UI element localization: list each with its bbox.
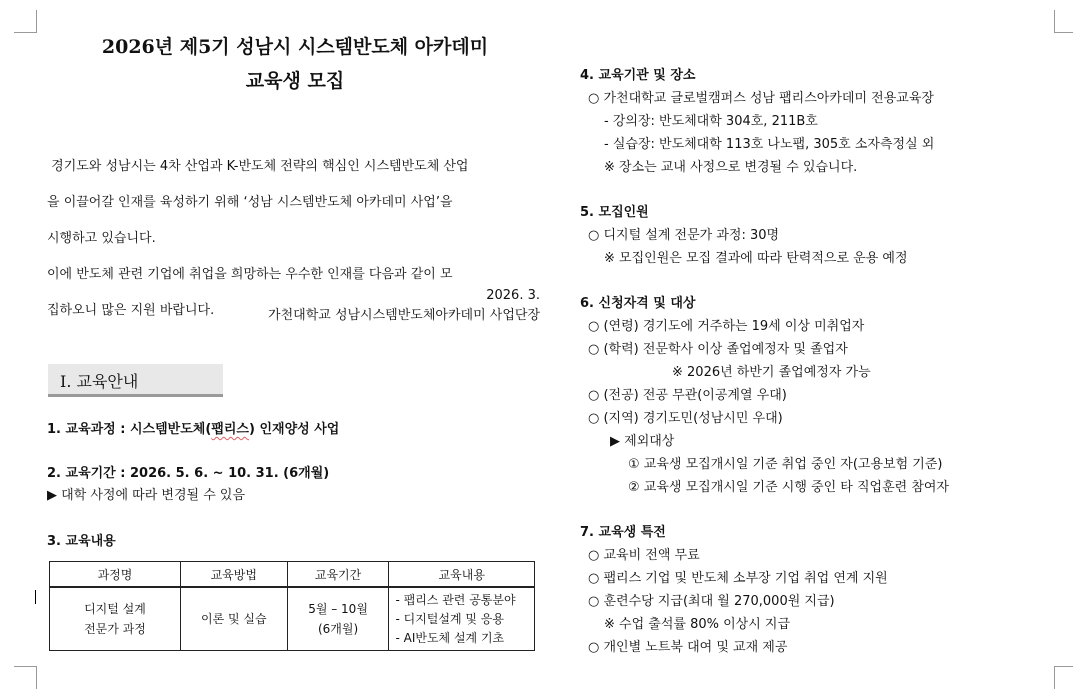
list-item: ▶ 제외대상 — [610, 434, 675, 449]
title-line-1: 2026년 제5기 성남시 시스템반도체 아카데미 — [101, 36, 489, 58]
table-header: 교육기간 — [287, 562, 389, 588]
crop-mark-top-right — [1054, 10, 1073, 33]
list-item: ○ (전공) 전공 무관(이공계열 우대) — [588, 388, 787, 403]
cell-text: 5월 – 10월 — [308, 602, 368, 616]
intro-line: 을 이끌어갈 인재를 육성하기 위해 ‘성남 시스템반도체 아카데미 사업’을 — [47, 195, 453, 210]
period-note: ▶ 대학 사정에 따라 변경될 수 있음 — [47, 488, 246, 503]
section-heading: 4. 교육기관 및 장소 — [580, 68, 696, 83]
table-cell-method: 이론 및 실습 — [180, 587, 287, 651]
intro-line: 이에 반도체 관련 기업에 취업을 희망하는 우수한 인재를 다음과 같이 모 — [47, 267, 453, 282]
course-line — [47, 418, 339, 441]
list-item: ○ (연령) 경기도에 거주하는 19세 이상 미취업자 — [588, 319, 865, 334]
section-heading: 5. 모집인원 — [580, 205, 649, 220]
crop-mark-bottom-left — [14, 666, 37, 689]
list-item: ○ 팹리스 기업 및 반도체 소부장 기업 취업 연계 지원 — [588, 571, 888, 586]
organization-name: 가천대학교 성남시스템반도체아카데미 사업단장 — [268, 308, 540, 323]
cell-text: (6개월) — [317, 622, 359, 636]
list-item: ① 교육생 모집개시일 기준 취업 중인 자(고용보험 기준) — [628, 457, 943, 472]
table-header: 과정명 — [50, 562, 181, 588]
list-item: ○ (학력) 전문학사 이상 졸업예정자 및 졸업자 — [588, 342, 848, 357]
list-item: - 강의장: 반도체대학 304호, 211B호 — [604, 114, 818, 129]
list-item: ○ 훈련수당 지급(최대 월 270,000원 지급) — [588, 594, 835, 609]
list-item: ※ 장소는 교내 사정으로 변경될 수 있습니다. — [604, 160, 858, 175]
list-item: ※ 2026년 하반기 졸업예정자 가능 — [672, 365, 871, 380]
intro-line: 집하오니 많은 지원 바랍니다. — [47, 303, 215, 318]
cell-text: - AI반도체 설계 기초 — [395, 630, 505, 645]
title-line-2: 교육생 모집 — [245, 70, 345, 92]
list-item: ※ 수업 출석률 80% 이상시 지급 — [604, 617, 791, 632]
crop-mark-bottom-right — [1054, 666, 1073, 689]
list-item: - 실습장: 반도체대학 113호 나노팹, 305호 소자측정실 외 — [604, 137, 935, 152]
content-heading: 3. 교육내용 — [47, 534, 116, 549]
table-row — [50, 587, 535, 651]
list-item: ○ 개인별 노트북 대여 및 교재 제공 — [588, 640, 788, 655]
course-keyword: 팹리스 — [211, 422, 249, 437]
cell-text: - 디지털설계 및 응용 — [395, 611, 504, 626]
cell-text: 전문가 과정 — [84, 622, 146, 636]
cell-text: - 팹리스 관련 공통분야 — [395, 592, 516, 607]
table-cell-course — [50, 587, 181, 651]
intro-line: 경기도와 성남시는 4차 산업과 K-반도체 전략의 핵심인 시스템반도체 산업 — [47, 159, 469, 174]
crop-mark-top-left — [14, 10, 37, 33]
list-item: ○ 교육비 전액 무료 — [588, 548, 700, 563]
table-cell-content — [389, 587, 535, 651]
list-item: ※ 모집인원은 모집 결과에 따라 탄력적으로 운용 예정 — [604, 251, 908, 266]
table-header-row — [50, 562, 535, 588]
table-header: 교육방법 — [180, 562, 287, 588]
table-header: 교육내용 — [389, 562, 535, 588]
list-item: ○ 디지털 설계 전문가 과정: 30명 — [588, 228, 780, 243]
section-title: Ⅰ. 교육안내 — [60, 372, 139, 391]
section-heading: 6. 신청자격 및 대상 — [580, 296, 696, 311]
list-item: ② 교육생 모집개시일 기준 시행 중인 타 직업훈련 참여자 — [628, 480, 949, 495]
intro-line: 시행하고 있습니다. — [47, 231, 156, 246]
education-table — [49, 561, 535, 651]
section-header-box — [48, 364, 223, 397]
right-column — [580, 64, 1020, 659]
cell-text: 디지털 설계 — [84, 602, 146, 616]
date: 2026. 3. — [486, 288, 540, 303]
page-title — [40, 32, 550, 96]
section-heading: 7. 교육생 특전 — [580, 525, 666, 540]
list-item: ○ (지역) 경기도민(성남시민 우대) — [588, 411, 783, 426]
period-heading: 2. 교육기간 : 2026. 5. 6. ~ 10. 31. (6개월) — [47, 466, 330, 481]
course-suffix: ) 인재양성 사업 — [248, 422, 340, 437]
text-cursor — [35, 590, 36, 604]
course-prefix: 1. 교육과정 : 시스템반도체( — [47, 422, 212, 437]
list-item: ○ 가천대학교 글로벌캠퍼스 성남 팹리스아카데미 전용교육장 — [588, 91, 934, 106]
table-cell-period — [287, 587, 389, 651]
